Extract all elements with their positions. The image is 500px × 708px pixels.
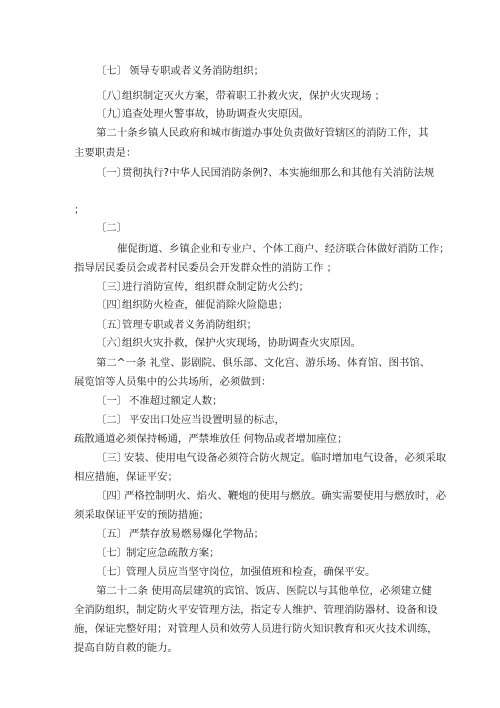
text-line: 〔二〕 <box>96 222 128 234</box>
item-label: 〔一〕 <box>96 167 128 179</box>
text-line: 指导居民委员会或者村民委员会开发群众性的消防工作 ； <box>74 262 338 274</box>
text-line <box>96 527 264 541</box>
line-text: 贯彻执行?中华人民国消防条例?、本实施细那么和其他有关消防法规 <box>122 167 435 179</box>
item-label: 〔五〕 <box>96 319 128 331</box>
text-line <box>96 64 264 78</box>
text-line: 第二^一条 礼堂、影剧院、俱乐部、文化宫、游乐场、体育馆、图书馆、 <box>96 357 431 369</box>
line-text: 领导专职或者义务消防组织； <box>129 65 265 77</box>
text-line <box>96 489 446 503</box>
text-line: 主要职责是： <box>74 147 137 159</box>
item-label: 〔四〕 <box>96 490 128 502</box>
text-line <box>96 298 288 312</box>
text-line <box>96 546 220 560</box>
item-label: 〔一〕 <box>96 395 128 407</box>
line-text: 组织防火检查，催促消除火险隐患； <box>122 299 289 311</box>
item-label: 〔六〕 <box>96 337 128 349</box>
text-line: 相应措施，保证平安； <box>74 471 178 483</box>
item-label: 〔三〕 <box>96 452 128 464</box>
line-text: 安装、使用电气设备必须符合防火规定。临时增加电气设备，必须采取 <box>124 452 447 464</box>
item-label: 〔三〕 <box>96 281 128 293</box>
item-label: 〔二〕 <box>96 414 128 426</box>
text-line: 展览馆等人员集中的公共场所，必须做到： <box>74 376 272 388</box>
text-line <box>96 89 385 103</box>
item-label: 〔八〕 <box>96 90 128 102</box>
text-line <box>96 166 434 180</box>
text-line <box>96 318 257 332</box>
text-line: 提高自防自救的能力。 <box>74 642 178 654</box>
line-text: 严禁存放易燃易爆化学物品； <box>129 528 265 540</box>
line-text: 组织火灾扑救，保护火灾现场，协助调查火灾原因。 <box>122 337 361 349</box>
line-text: 不准超过额定人数； <box>129 395 223 407</box>
item-label: 〔五〕 <box>96 528 128 540</box>
item-label: 〔七〕 <box>96 547 128 559</box>
text-line: 第二十二条 使用高层建筑的宾馆、饭店、医院以与其他单位，必须建立健 <box>96 585 432 597</box>
text-line <box>96 336 361 350</box>
line-text: 进行消防宣传，组织群众制定防火公约； <box>122 281 310 293</box>
text-line <box>96 280 309 294</box>
item-label: 〔九〕 <box>96 108 128 120</box>
line-text: 严格控制明火、焰火、鞭炮的使用与燃放。确实需要使用与燃放时，必 <box>124 490 447 502</box>
text-line <box>96 565 375 579</box>
text-line: 须采取保证平安的预防措施； <box>74 509 210 521</box>
line-text: 组织制定灭火方案，带着职工扑救火灾，保护火灾现场 ； <box>122 90 386 102</box>
item-label: 〔四〕 <box>96 299 128 311</box>
item-label: 〔七〕 <box>96 566 128 578</box>
item-label: 〔七〕 <box>96 65 128 77</box>
line-text: 制定应急疏散方案； <box>126 547 220 559</box>
line-text: 管理专职或者义务消防组织； <box>122 319 258 331</box>
line-text: 管理人员应当坚守岗位，加强值班和检查，确保平安。 <box>126 566 376 578</box>
text-line: 催促街道、乡镇企业和专业户、个体工商户、经济联合体做好消防工作； <box>117 243 450 255</box>
text-line <box>96 107 309 121</box>
text-line: 全消防组织，制定防火平安管理方法，指定专人维护、管理消防器材、设备和设 <box>74 604 438 616</box>
text-line <box>96 413 285 427</box>
text-line <box>96 451 446 465</box>
text-line <box>96 394 223 408</box>
line-text: 追查处理火警事故，协助调查火灾原因。 <box>122 108 310 120</box>
text-line: 第二十条乡镇人民政府和城市街道办事处负责做好管辖区的消防工作，其 <box>96 127 429 139</box>
text-line: 施，保证完整好用；对管理人员和效劳人员进行防火知识教育和灭火技术训练， <box>74 623 438 635</box>
text-line: 疏散通道必须保持畅通，严禁堆放任 何物品或者增加座位； <box>74 433 348 445</box>
line-text: 平安出口处应当设置明显的标志， <box>129 414 285 426</box>
text-line: ； <box>74 204 85 216</box>
